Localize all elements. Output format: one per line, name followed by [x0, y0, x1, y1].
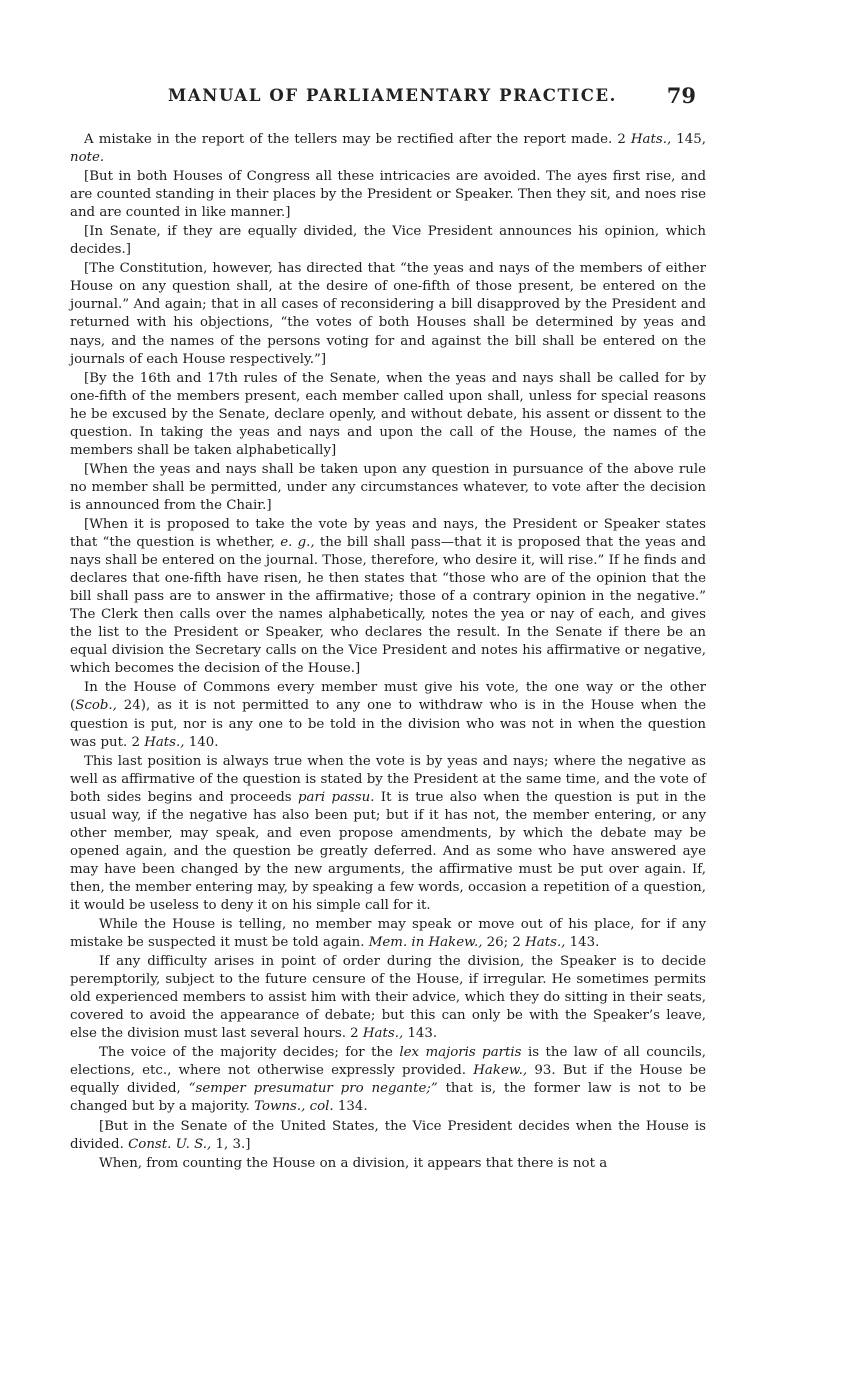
citation-text: note.	[70, 150, 105, 166]
citation-text: Scob.,	[75, 698, 117, 714]
paragraph-text: When, from counting the House on a division, it appears that there is not a	[99, 1155, 608, 1171]
citation-text: Const. U. S.,	[128, 1136, 212, 1152]
paragraph-text: [In Senate, if they are equally divided, the Vice President announces his opinion, which decides.]	[70, 224, 706, 258]
paragraph-text: 143.	[565, 935, 600, 951]
paragraph-text: that is, the former law is not to be changed but by a majority.	[70, 1081, 706, 1115]
paragraph-text: [But in both Houses of Congress all these intricacies are avoided. The ayes first rise, and are counted standing in their places by the President or Speaker. Then they sit, and noes rise and are counted in like manner.]	[70, 169, 706, 221]
paragraph-text: 145,	[671, 132, 706, 147]
paragraph	[70, 131, 706, 167]
paragraph-text: A mistake in the report of the tellers may be rectified after the report made. 2	[84, 132, 631, 147]
paragraph-text: 26; 2	[482, 935, 526, 951]
citation-text: Towns., col.	[254, 1099, 334, 1115]
paragraph	[70, 916, 706, 952]
paragraph-text: This last position is always true when the vote is by yeas and nays; where the negative as well as affirmative of the question is stated by the President at the same time, and the vote of both sides begins and proceeds	[70, 753, 706, 805]
citation-text: lex majoris partis	[399, 1045, 522, 1061]
page-header	[70, 80, 706, 120]
citation-text: Hats.,	[525, 935, 566, 951]
paragraph	[70, 461, 706, 515]
paragraph-text: 24), as it is not permitted to any one to withdraw who is in the House when the question is put, nor is any one to be told in the division who was not in when the question was put. 2	[70, 698, 706, 750]
paragraph-text: If any difficulty arises in point of order during the division, the Speaker is to decide peremptorily, subject to the future censure of the House, if irregular. He sometimes permits old experienced members to assist him with their advice, which they do sitting in their seats, covered to avoid the appearance of debate; but this can only be with the Speaker’s leave, else the division must last several hours. 2	[70, 954, 706, 1042]
citation-text: “semper presumatur pro negante;”	[188, 1081, 438, 1097]
paragraph	[70, 1118, 706, 1154]
paragraph-text: 140.	[184, 734, 219, 750]
running-title: MANUAL OF PARLIAMENTARY PRACTICE.	[168, 86, 617, 105]
paragraph-text: While the House is telling, no member may speak or move out of his place, for if any mistake be suspected it must be told again.	[70, 917, 706, 951]
paragraph-text: [By the 16th and 17th rules of the Senate, when the yeas and nays shall be called for by one-fifth of the members present, each member called upon shall, unless for special reasons he be excused by the Senate, declare openly, and without debate, his assent or dissent to the question. In taking the yeas and nays and upon the call of the House, the names of the members shall be taken alphabetically]	[70, 370, 706, 458]
paragraph-text: The voice of the majority decides; for the	[99, 1045, 400, 1061]
paragraph	[70, 753, 706, 915]
paragraph-text: [When it is proposed to take the vote by yeas and nays, the President or Speaker states that “the question is whether,	[70, 516, 706, 551]
book-page	[70, 80, 706, 1174]
paragraph	[70, 953, 706, 1043]
paragraph-text: 134.	[333, 1099, 368, 1115]
paragraph	[70, 516, 706, 678]
body-text	[70, 131, 706, 1173]
paragraph	[70, 1044, 706, 1116]
citation-text: e. g.,	[280, 535, 315, 551]
paragraph	[70, 370, 706, 460]
paragraph-text: [But in the Senate of the United States, the Vice President decides when the House is divided.	[70, 1118, 706, 1152]
citation-text: Mem. in Hakew.,	[368, 935, 483, 951]
paragraph-text: 143.	[403, 1026, 438, 1042]
citation-text: pari passu.	[297, 789, 375, 805]
citation-text: Hakew.,	[473, 1063, 528, 1079]
paragraph-text: the bill shall pass—that it is proposed that the yeas and nays shall be entered on the journal. Those, therefore, who desire it, will rise.” If he finds and declares that one-fifth have risen, he then states that “those who are of the opinion that the bill shall pass are to answer in the affirmative; those of a contrary opinion in the negative.” The Clerk then calls over the names alphabetically, notes the yea or nay of each, and gives the list to the President or Speaker, who declares the result. In the Senate if there be an equal division the Secretary calls on the Vice President and notes his affirmative or negative, which becomes the decision of the House.]	[70, 535, 706, 677]
paragraph-text: [When the yeas and nays shall be taken upon any question in pursuance of the above rule no member shall be permitted, under any circumstances whatever, to vote after the decision is announced from the Chair.]	[70, 461, 706, 513]
paragraph-text: is the law of all councils, elections, etc., where not otherwise expressly provided.	[70, 1045, 706, 1079]
paragraph	[70, 1155, 706, 1173]
paragraph-text: 93. But if the House be equally divided,	[70, 1063, 706, 1097]
paragraph	[70, 260, 706, 368]
paragraph-text: [The Constitution, however, has directed that “the yeas and nays of the members of either House on any question shall, at the desire of one-fifth of those present, be entered on the journal.” And again; that in all cases of reconsidering a bill disapproved by the President and returned with his objections, “the votes of both Houses shall be determined by yeas and nays, and the names of the persons voting for and against the bill shall be entered on the journals of each House respectively.”]	[70, 261, 706, 367]
paragraph-text: It is true also when the question is put in the usual way, if the negative has also been put; but if it has not, the member entering, or any other member, may speak, and even propose amendments, by which the debate may be opened again, and the question be greatly deferred. And as some who have answered aye may have been changed by the new arguments, the affirmative must be put over again. If, then, the member entering may, by speaking a few words, occasion a repetition of a question, it would be useless to deny it on his simple call for it.	[70, 789, 706, 913]
citation-text: Hats.,	[630, 132, 672, 147]
citation-text: Hats.,	[362, 1026, 404, 1042]
paragraph	[70, 679, 706, 751]
page-number: 79	[666, 83, 696, 108]
paragraph	[70, 168, 706, 222]
citation-text: Hats.,	[144, 734, 185, 750]
paragraph-text: In the House of Commons every member must give his vote, the one way or the other (	[70, 680, 706, 714]
paragraph	[70, 223, 706, 259]
paragraph-text: 1, 3.]	[211, 1136, 251, 1152]
